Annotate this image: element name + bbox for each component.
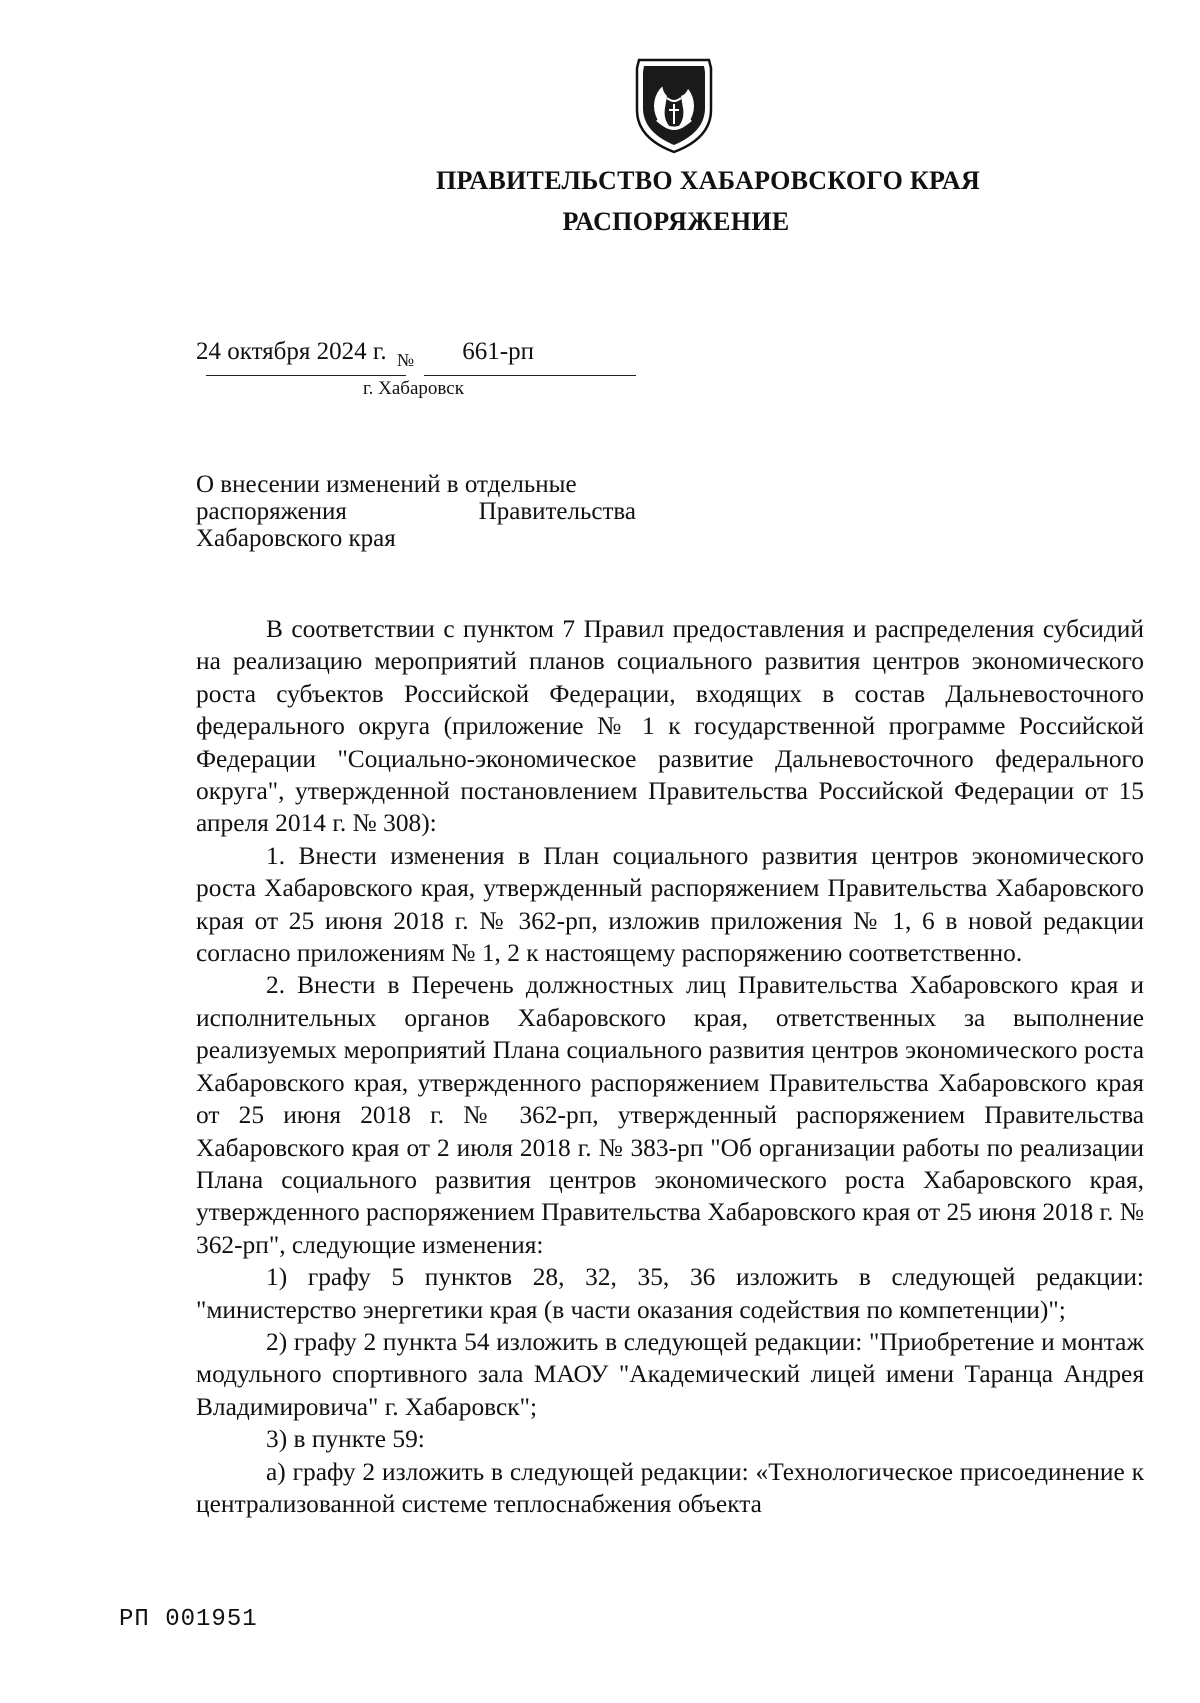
- body-paragraph: 1) графу 5 пунктов 28, 32, 35, 36 изложить в следующей редакции: "министерство энергетики края (в части оказания содействия по компетенции)";: [196, 1263, 1144, 1324]
- date-underline: [206, 375, 406, 376]
- body-paragraph: 2) графу 2 пункта 54 изложить в следующей редакции: "Приобретение и монтаж модульного спортивного зала МАОУ "Академический лицей имени Таранца Андрея Владимировича" г. Хабаровск";: [196, 1327, 1144, 1421]
- date-number-line: [196, 338, 534, 370]
- body-paragraph: 3) в пункте 59:: [266, 1425, 425, 1454]
- body-paragraph: В соответствии с пунктом 7 Правил предоставления и распределения субсидий на реализацию мероприятий планов социального развития центров экономического роста субъектов Российской Федерации, входящих в состав Дальневосточного федерального округа (приложение № 1 к государственной программе Российской Федерации "Социально-экономическое развитие Дальневосточного федерального округа", утвержденной постановлением Правительства Российской Федерации от 15 апреля 2014 г. № 308):: [196, 615, 1144, 838]
- document-body: [196, 613, 1144, 1520]
- document-type-title: РАСПОРЯЖЕНИЕ: [562, 207, 790, 236]
- number-sign: №: [396, 350, 415, 370]
- government-title: ПРАВИТЕЛЬСТВО ХАБАРОВСКОГО КРАЯ: [435, 166, 981, 195]
- subject-line-1: О внесении изменений в отдельные: [196, 471, 577, 498]
- city-label: г. Хабаровск: [363, 378, 464, 399]
- document-subject: [196, 471, 636, 552]
- coat-of-arms-emblem: [633, 58, 715, 154]
- body-paragraph: а) графу 2 изложить в следующей редакции: «Технологическое присоединение к централизованной системе теплоснабжения объекта: [196, 1457, 1144, 1518]
- number-underline: [424, 375, 636, 376]
- body-paragraph: 2. Внести в Перечень должностных лиц Правительства Хабаровского края и исполнительных органов Хабаровского края, ответственных за выполнение реализуемых мероприятий Плана социального развития центров экономического роста Хабаровского края, утвержденного распоряжением Правительства Хабаровского края от 25 июня 2018 г. № 362-рп, утвержденный распоряжением Правительства Хабаровского края от 2 июля 2018 г. № 383-рп "Об организации работы по реализации Плана социального развития центров экономического роста Хабаровского края, утвержденного распоряжением Правительства Хабаровского края от 25 июня 2018 г. № 362-рп", следующие изменения:: [196, 971, 1144, 1259]
- document-number: 661-рп: [462, 338, 534, 365]
- subject-line-2: распоряжения Правительства: [196, 498, 636, 525]
- body-paragraph: 1. Внести изменения в План социального развития центров экономического роста Хабаровского края, утвержденный распоряжением Правительства Хабаровского края от 25 июня 2018 г. № 362-рп, изложив приложения № 1, 6 в новой редакции согласно приложениям № 1, 2 к настоящему распоряжению соответственно.: [196, 841, 1144, 968]
- subject-line-3: Хабаровского края: [196, 525, 396, 552]
- document-date: 24 октября 2024 г.: [196, 338, 387, 365]
- form-serial-code: РП 001951: [119, 1606, 258, 1633]
